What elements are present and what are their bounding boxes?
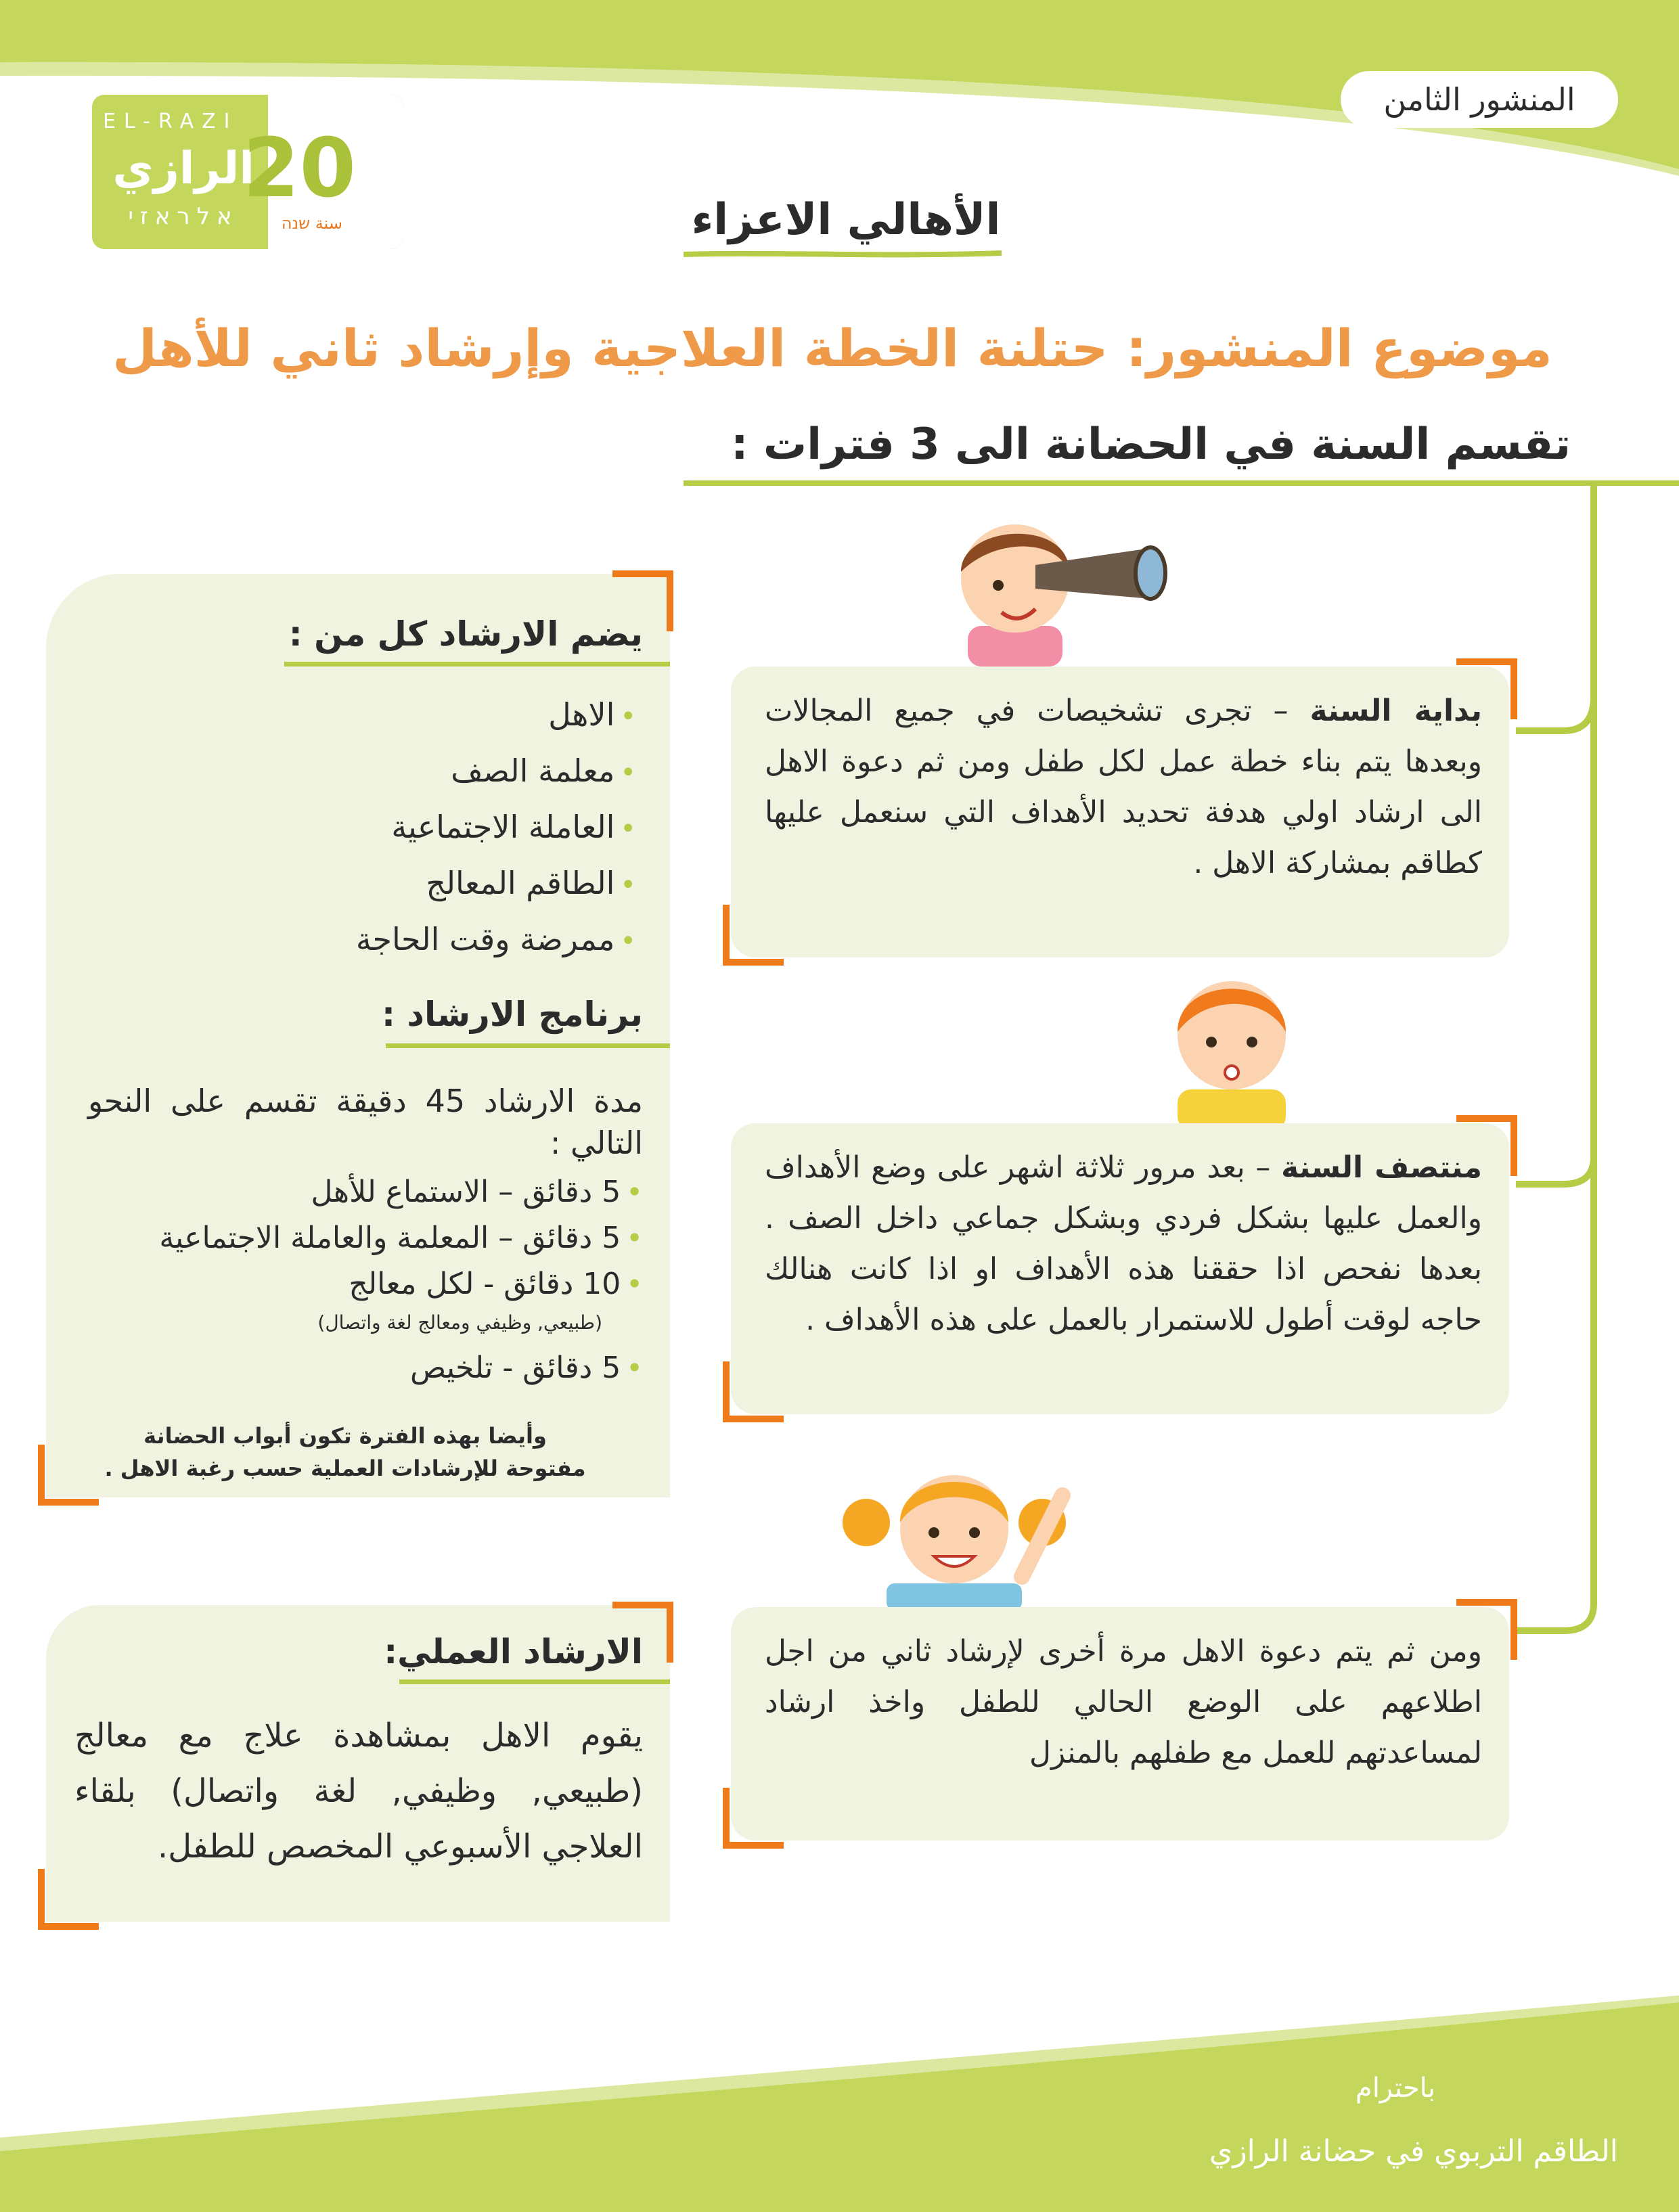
practical-guidance-underline [399, 1679, 670, 1684]
period-mid-title: منتصف السنة [1281, 1150, 1483, 1185]
card-corner-bottom-left [723, 1788, 784, 1849]
period-start-body: – تجرى تشخيصات في جميع المجالات وبعدها يتم بناء خطة عمل لكل طفل ومن ثم دعوة الاهل الى ارشاد اولي هدفة تحديد الأهداف التي سنعمل عليها كطاقم بمشاركة الاهل . [765, 694, 1482, 880]
period-card-second-guidance [731, 1607, 1509, 1841]
guidance-program-underline [386, 1043, 670, 1048]
logo-arabic-text: الرازي [112, 142, 254, 194]
period-card-mid [731, 1123, 1509, 1414]
periods-heading: تقسم السنة في الحضانة الى 3 فترات : [730, 420, 1571, 470]
period-mid-body: – بعد مرور ثلاثة اشهر على وضع الأهداف والعمل عليها بشكل فردي وبشكل جماعي داخل الصف . بعدها نفحص اذا حققنا هذه الأهداف او اذا كانت هنالك حاجه لوقت أطول للاستمرار بالعمل على هذه الأهداف . [765, 1150, 1482, 1337]
kid-waving-illustration [839, 1455, 1083, 1610]
footer-with-respect: باحترام [1355, 2073, 1435, 2104]
publication-subject: موضوع المنشور: حتلنة الخطة العلاجية وإرشاد ثاني للأهل [112, 318, 1552, 378]
card-corner-bottom-left [38, 1869, 99, 1930]
guidance-card [46, 574, 670, 1497]
guidance-member: • الاهل [356, 687, 636, 744]
guidance-member: • العاملة الاجتماعية [356, 800, 636, 856]
period-start-title: بداية السنة [1309, 694, 1482, 728]
period-start-text [765, 685, 1482, 888]
card-corner-bottom-left [723, 1361, 784, 1422]
schedule-item: • 5 دقائق – المعلمة والعاملة الاجتماعية [159, 1215, 643, 1261]
guidance-members-list [356, 687, 636, 968]
schedule-item: • 10 دقائق - لكل معالج [159, 1261, 643, 1307]
guidance-schedule-list-end [410, 1345, 643, 1391]
schedule-item: • 5 دقائق - تلخيص [410, 1345, 643, 1391]
kid-telescope-illustration [934, 511, 1178, 667]
period-card-start [731, 667, 1509, 957]
title-underline [684, 250, 1002, 258]
card-corner-bottom-left [38, 1445, 99, 1506]
card-corner-bottom-left [723, 905, 784, 966]
el-razi-logo [92, 95, 403, 249]
page-title: الأهالي الاعزاء [691, 195, 1001, 245]
bottom-wave-decoration [0, 1995, 1679, 2212]
period-second-guidance-text: ومن ثم يتم دعوة الاهل مرة أخرى لإرشاد ثاني من اجل اطلاعهم على الوضع الحالي للطفل واخذ ارشاد لمساعدتهم للعمل مع طفلهم بالمنزل [765, 1634, 1482, 1770]
practical-guidance-card [46, 1605, 670, 1922]
guidance-schedule-list [159, 1169, 643, 1307]
guidance-member: • ممرضة وقت الحاجة [356, 912, 636, 968]
schedule-item: • 5 دقائق – الاستماع للأهل [159, 1169, 643, 1215]
guidance-member: • الطاقم المعالج [356, 856, 636, 912]
kid-surprised-illustration [1164, 968, 1299, 1130]
logo-latin-text: EL-RAZI [103, 110, 238, 133]
logo-hebrew-text: אלראזי [128, 203, 239, 230]
logo-anniversary-panel [243, 95, 403, 249]
period-mid-text [765, 1142, 1482, 1345]
open-doors-note: وأيضا بهذه الفترة تكون أبواب الحضانة مفتوحة للإرشادات العملية حسب رغبة الاهل . [104, 1423, 586, 1481]
guidance-members-heading: يضم الارشاد كل من : [288, 614, 643, 654]
guidance-members-underline [284, 662, 670, 667]
practical-guidance-heading: الارشاد العملي: [384, 1632, 643, 1671]
issue-label: المنشور الثامن [1341, 71, 1618, 128]
guidance-program-intro: مدة الارشاد 45 دقيقة تقسم على النحو التالي : [88, 1083, 643, 1161]
practical-guidance-text: يقوم الاهل بمشاهدة علاج مع معالج (طبيعي, وظيفي, لغة واتصال) بلقاء العلاجي الأسبوعي المخصص للطفل. [74, 1717, 643, 1866]
logo-years-text: سنة שנה [281, 214, 342, 233]
guidance-program-heading: برنامج الارشاد : [382, 995, 643, 1034]
logo-anniversary-number: 20 [243, 122, 356, 216]
guidance-member: • معلمة الصف [356, 744, 636, 800]
schedule-therapists-note: (طبيعي, وظيفي ومعالج لغة واتصال) [317, 1311, 602, 1334]
footer-team-signature: الطاقم التربوي في حضانة الرازي [1209, 2134, 1618, 2169]
